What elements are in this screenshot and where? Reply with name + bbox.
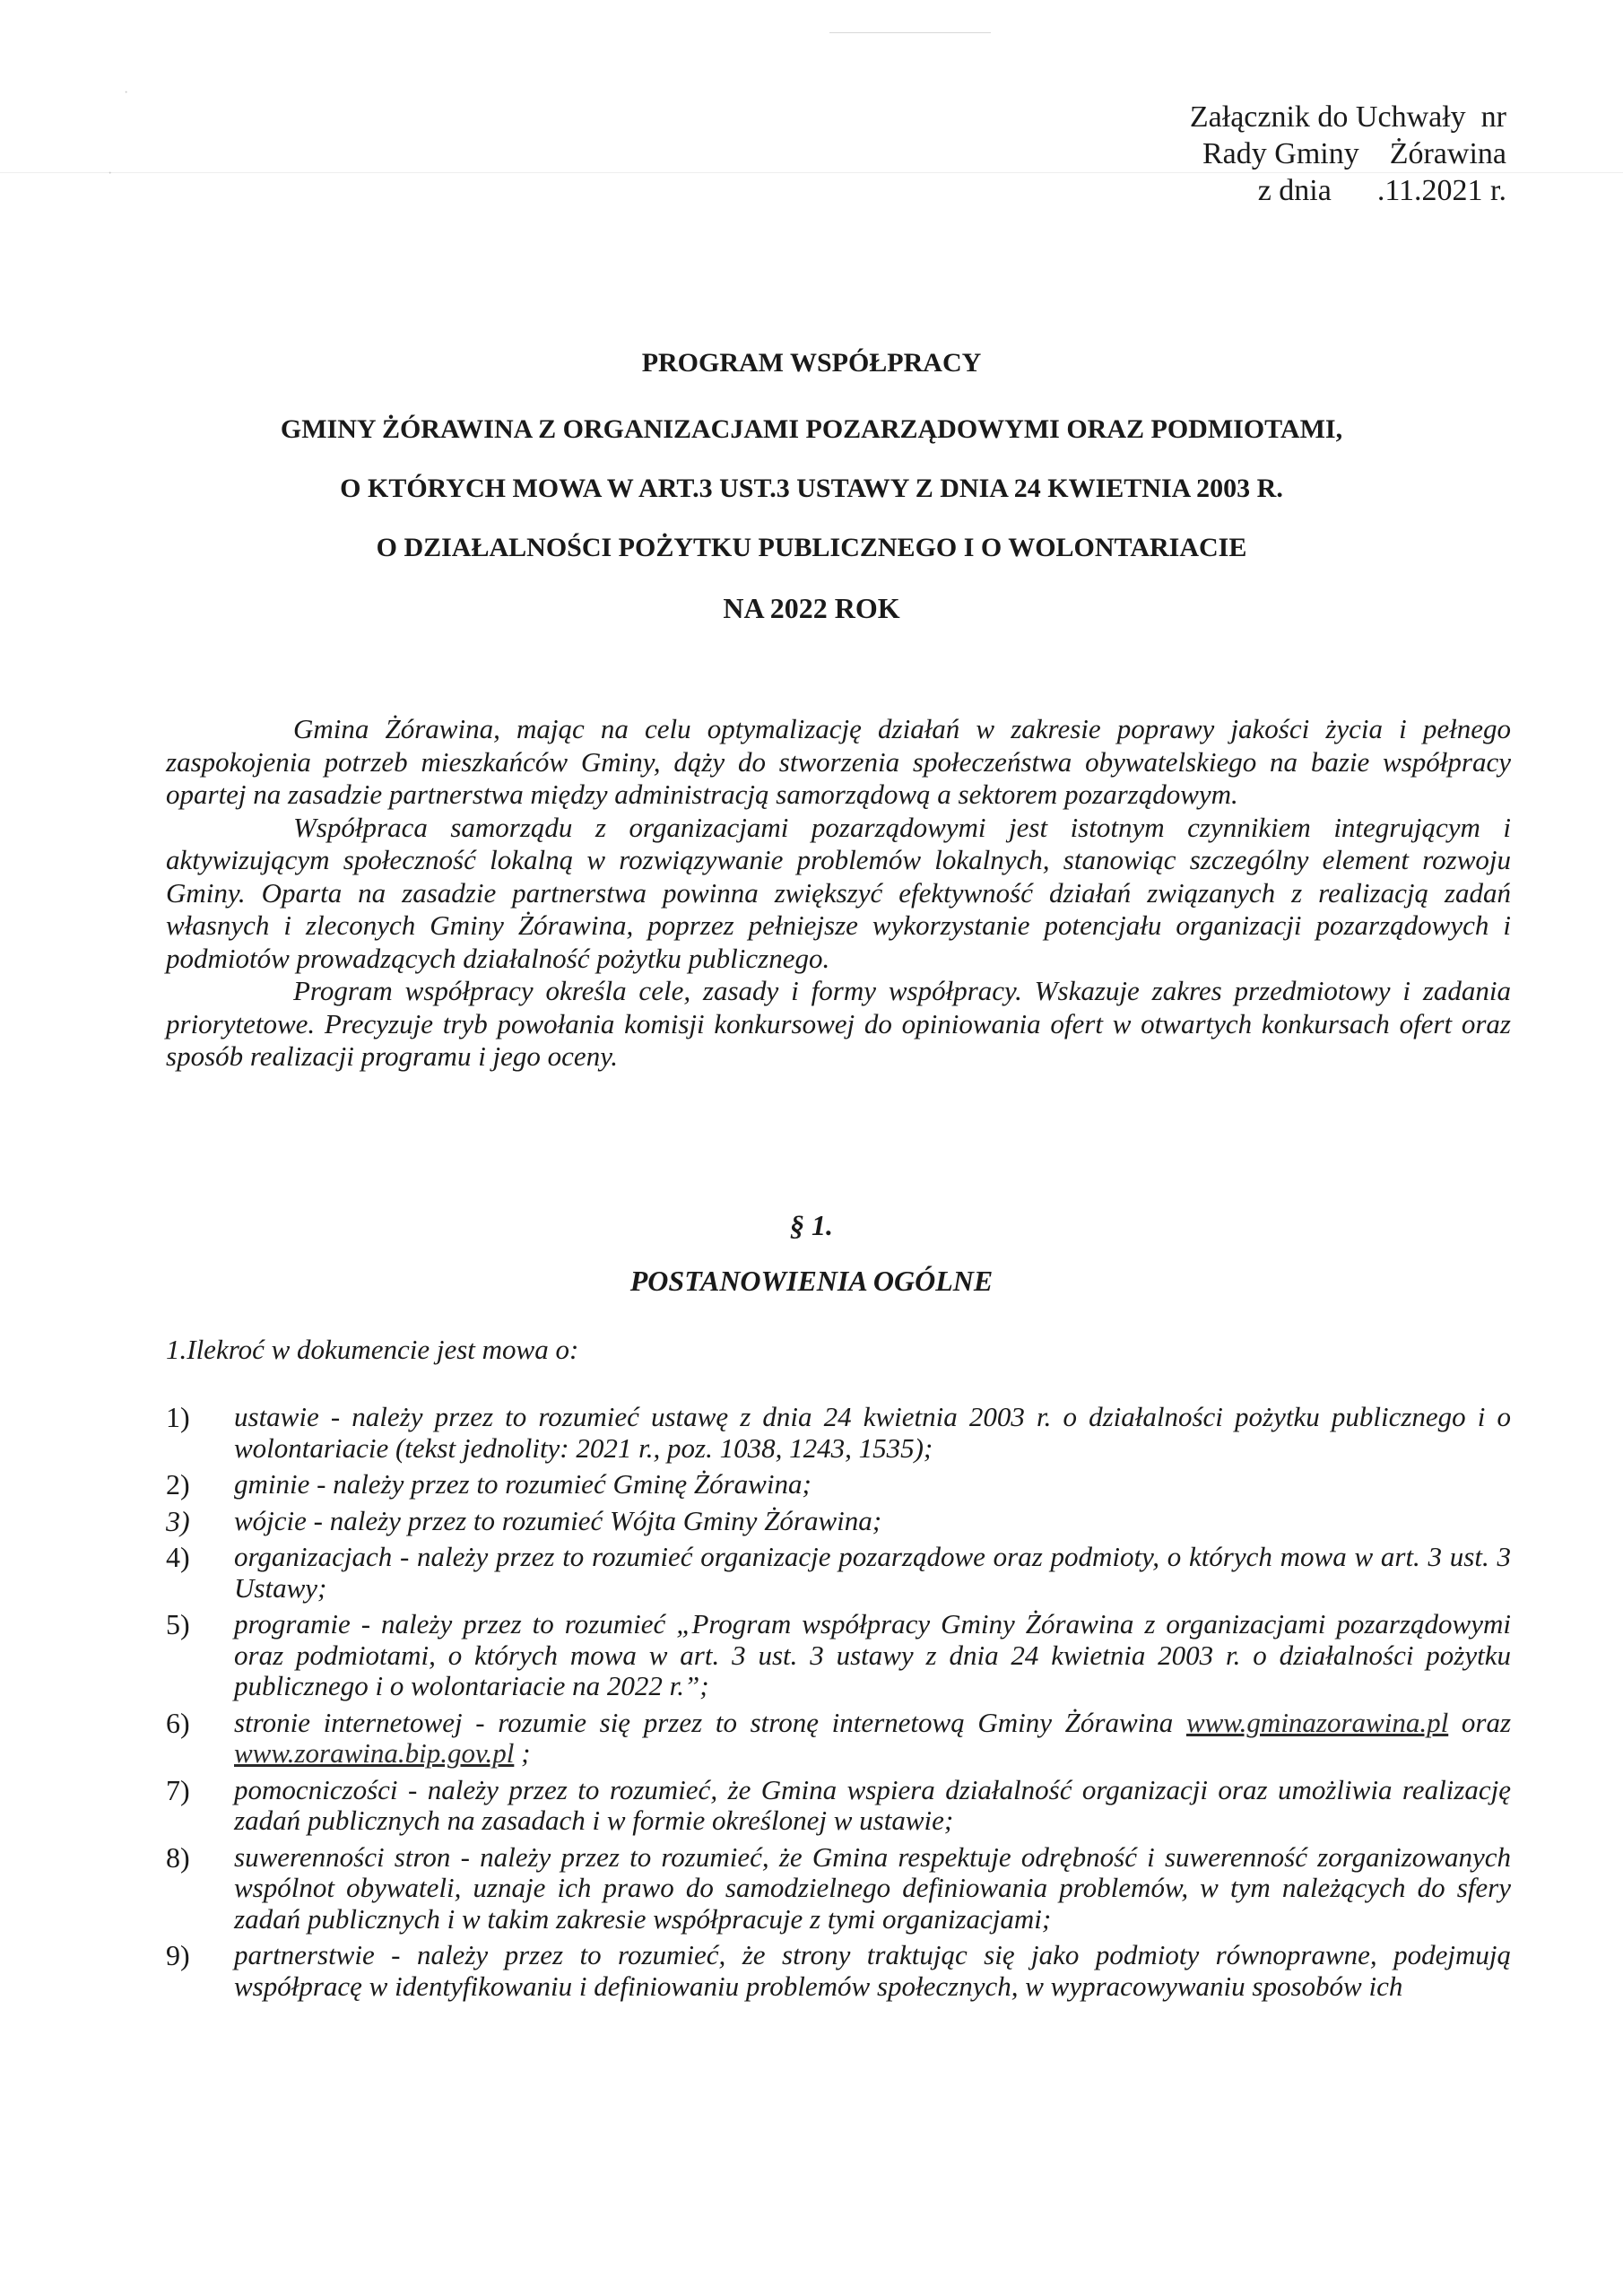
attachment-note-line: Rady Gminy Żórawina: [1202, 137, 1506, 170]
title-line: O KTÓRYCH MOWA W ART.3 UST.3 USTAWY Z DNIA 24 KWIETNIA 2003 R.: [340, 474, 1283, 503]
definition-text: gminie - należy przez to rozumieć Gminę Żórawina;: [234, 1468, 812, 1500]
item-number: 1): [166, 1401, 190, 1433]
preamble-paragraph: Program współpracy określa cele, zasady i formy współpracy. Wskazuje zakres przedmiotowy i zadania priorytetowe. Precyzuje tryb powołania komisji konkursowej do opiniowania ofert w otwartych konkursach ofert oraz sposób realizacji programu i jego oceny.: [166, 975, 1511, 1072]
title-line: GMINY ŻÓRAWINA Z ORGANIZACJAMI POZARZĄDOWYMI ORAZ PODMIOTAMI,: [280, 414, 1343, 444]
definition-item: [166, 1708, 1511, 1770]
item-number: 6): [166, 1706, 190, 1739]
title-line: NA 2022 ROK: [723, 592, 900, 624]
section-title: POSTANOWIENIA OGÓLNE: [629, 1265, 994, 1297]
item-number: 7): [166, 1773, 190, 1806]
definition-text: ustawie - należy przez to rozumieć ustawę z dnia 24 kwietnia 2003 r. o działalności pożytku publicznego i o wolontariacie (tekst jednolity: 2021 r., poz. 1038, 1243, 1535);: [234, 1401, 1511, 1464]
item-number: 8): [166, 1840, 190, 1874]
definition-item: [166, 1542, 1511, 1604]
item-number: 3): [166, 1504, 190, 1537]
definition-text: programie - należy przez to rozumieć „Program współpracy Gminy Żórawina z organizacjami pozarządowymi oraz podmiotami, o których mowa w art. 3 ust. 3 ustawy z dnia 24 kwietnia 2003 r. o działalności pożytku publicznego i o wolontariacie na 2022 r.”;: [234, 1608, 1511, 1701]
definitions-list: [166, 1402, 1511, 2007]
attachment-note-line: z dnia .11.2021 r.: [1257, 174, 1506, 207]
scan-artifact-line: [829, 32, 991, 33]
definition-item: [166, 1940, 1511, 2002]
definition-item: [166, 1775, 1511, 1837]
definition-text: oraz: [1461, 1706, 1512, 1738]
attachment-note: [1190, 99, 1506, 209]
website-link[interactable]: www.gminazorawina.pl: [1185, 1706, 1449, 1738]
definition-text: stronie internetowej - rozumie się przez to stronę internetową Gminy Żórawina: [234, 1706, 1174, 1738]
definition-text: wójcie - należy przez to rozumieć Wójta Gminy Żórawina;: [234, 1504, 882, 1536]
scan-speck: ·: [124, 85, 129, 100]
section-number: § 1.: [790, 1209, 833, 1241]
title-line: O DZIAŁALNOŚCI POŻYTKU PUBLICZNEGO I O WOLONTARIACIE: [376, 533, 1247, 562]
item-number: 5): [166, 1608, 190, 1640]
bip-link[interactable]: www.zorawina.bip.gov.pl: [234, 1737, 515, 1769]
definition-text: organizacjach - należy przez to rozumieć organizacje pozarządowe oraz podmioty, o których mowa w art. 3 ust. 3 Ustawy;: [234, 1541, 1511, 1604]
preamble: [166, 713, 1511, 1074]
preamble-paragraph: Współpraca samorządu z organizacjami pozarządowymi jest istotnym czynnikiem integrującym i aktywizującym społeczność lokalną w rozwiązywanie problemów lokalnych, stanowiąc szczególny element rozwoju Gminy. Oparta na zasadzie partnerstwa powinna zwiększyć efektywność działań związanych z realizacją zadań własnych i zleconych Gminy Żórawina, poprzez pełniejsze wykorzystanie potencjału organizacji pozarządowych i podmiotów prowadzących działalność pożytku publicznego.: [166, 811, 1511, 974]
title-line: PROGRAM WSPÓŁPRACY: [641, 348, 982, 378]
definitions-lead-in: 1.Ilekroć w dokumencie jest mowa o:: [166, 1334, 579, 1365]
definition-item: [166, 1506, 1511, 1537]
definition-item: [166, 1609, 1511, 1702]
definition-item: [166, 1842, 1511, 1935]
attachment-note-line: Załącznik do Uchwały nr: [1189, 100, 1506, 134]
definition-item: [166, 1402, 1511, 1464]
item-number: 9): [166, 1939, 190, 1971]
item-number: 2): [166, 1468, 190, 1500]
definition-text: ;: [521, 1737, 531, 1769]
definition-text: partnerstwie - należy przez to rozumieć, że strony traktując się jako podmioty równoprawne, podejmują współpracę w identyfikowaniu i definiowaniu problemów społecznych, w wypracowywaniu sposobów ich: [234, 1939, 1511, 2002]
item-number: 4): [166, 1541, 190, 1573]
scan-speck: ·: [108, 166, 113, 181]
definition-text: pomocniczości - należy przez to rozumieć, że Gmina wspiera działalność organizacji oraz umożliwia realizację zadań publicznych na zasadach i w formie określonej w ustawie;: [234, 1773, 1511, 1836]
preamble-paragraph: Gmina Żórawina, mając na celu optymalizację działań w zakresie poprawy jakości życia i pełnego zaspokojenia potrzeb mieszkańców Gminy, dąży do stworzenia społeczeństwa obywatelskiego na bazie współpracy opartej na zasadzie partnerstwa między administracją samorządową a sektorem pozarządowym.: [166, 713, 1511, 810]
definition-item: [166, 1469, 1511, 1500]
definition-text: suwerenności stron - należy przez to rozumieć, że Gmina respektuje odrębność i suwerenność zorganizowanych wspólnot obywateli, uznaje ich prawo do samodzielnego definiowania problemów, w tym należących do sfery zadań publicznych i w takim zakresie współpracuje z tymi organizacjami;: [234, 1840, 1511, 1935]
